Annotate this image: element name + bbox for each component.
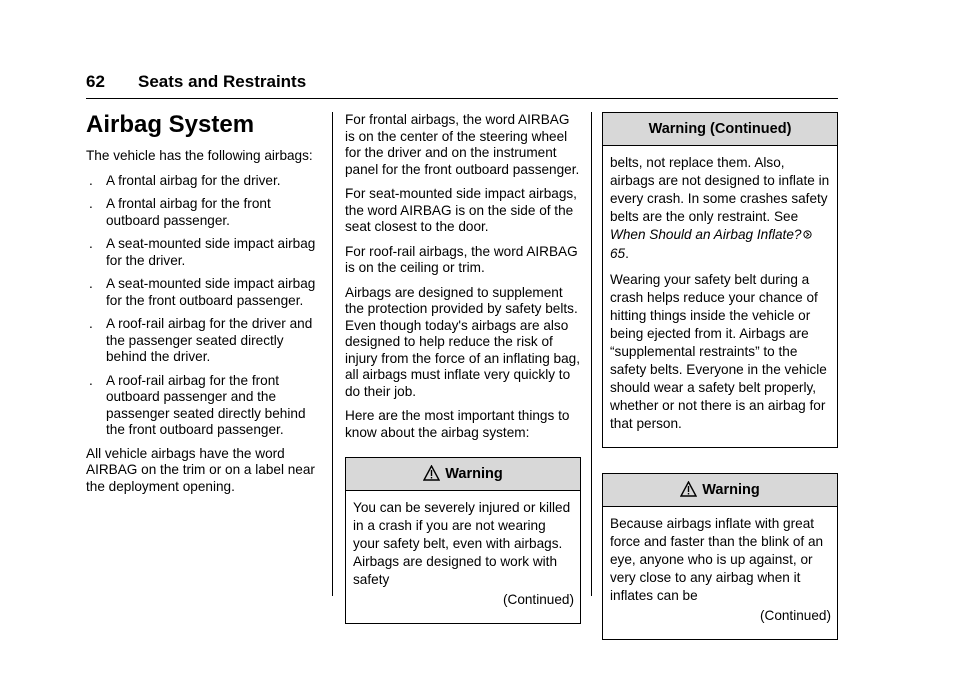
bullet-icon: .	[89, 276, 93, 291]
warning-text: Because airbags inflate with great force and faster than the blink of an eye, anyone who is up against, or very close to any airbag when it inflates can be	[610, 516, 824, 603]
closing-text: All vehicle airbags have the word AIRBAG on the trim or on a label near the deployment opening.	[86, 445, 315, 494]
bullet-icon: .	[89, 372, 93, 388]
column-1	[86, 111, 318, 503]
warning-header	[603, 474, 837, 507]
page-reference-icon	[803, 227, 812, 245]
list-item: . A frontal airbag for the front outboard passenger.	[89, 196, 271, 228]
warning-box	[345, 457, 581, 624]
warning-triangle-icon	[423, 461, 440, 493]
page-number: 62	[86, 72, 105, 91]
warning-body	[603, 146, 837, 447]
list-item: . A roof-rail airbag for the driver and the passenger seated directly behind the driver.	[89, 316, 313, 364]
warning-title: Warning	[702, 482, 760, 498]
warning-title: Warning	[445, 466, 503, 482]
warning-header	[346, 458, 580, 491]
warning-box-2	[602, 473, 838, 640]
header-rule	[86, 98, 838, 99]
airbag-list	[86, 173, 318, 439]
column-divider-1	[332, 112, 333, 596]
section-title: Seats and Restraints	[138, 72, 307, 91]
bullet-icon: .	[89, 316, 93, 331]
cross-reference-link[interactable]: When Should an Airbag Inflate?	[610, 227, 802, 242]
list-item: . A frontal airbag for the driver.	[89, 172, 281, 188]
warning-triangle-icon	[680, 477, 697, 509]
warning-header: Warning (Continued)	[603, 113, 837, 146]
paragraph: For seat-mounted side impact airbags, the word AIRBAG is on the side of the seat closest to the door.	[345, 186, 577, 234]
warning-text: Wearing your safety belt during a crash helps reduce your chance of hitting things inside the vehicle or being ejected from it. Airbags are “supplemental restraints” to the safety belts. Everyone in the vehicle should wear a safety belt properly, whether or not there is an airbag for that person.	[610, 272, 827, 431]
column-2	[345, 112, 581, 624]
main-heading: Airbag System	[86, 111, 255, 138]
warning-body	[603, 507, 837, 639]
paragraph: Airbags are designed to supplement the protection provided by safety belts. Even though today's airbags are also designed to help reduce the risk of injury from the force of an inflating bag, all airbags must inflate very quickly to do their job.	[345, 284, 580, 399]
bullet-icon: .	[89, 236, 93, 251]
warning-continued-box	[602, 112, 838, 448]
column-3	[602, 112, 838, 640]
bullet-icon: .	[89, 196, 93, 211]
warning-body	[346, 491, 580, 623]
paragraph: For frontal airbags, the word AIRBAG is on the center of the steering wheel for the driver and on the instrument panel for the front outboard passenger.	[345, 112, 580, 177]
paragraph: Here are the most important things to know about the airbag system:	[345, 408, 570, 440]
continued-label: (Continued)	[759, 608, 831, 623]
intro-text: The vehicle has the following airbags:	[86, 148, 313, 163]
paragraph: For roof-rail airbags, the word AIRBAG is on the ceiling or trim.	[345, 243, 578, 275]
column-divider-2	[591, 112, 592, 596]
warning-text: You can be severely injured or killed in a crash if you are not wearing your safety belt, even with airbags. Airbags are designed to work with safety	[353, 500, 571, 587]
page-reference[interactable]: 65	[610, 246, 626, 261]
list-item: . A seat-mounted side impact airbag for the driver.	[89, 236, 316, 268]
warning-text: belts, not replace them. Also, airbags are not designed to inflate in every crash. In some crashes safety belts are the only restraint. See When Should an Airbag Inflate?65.	[610, 155, 830, 261]
list-item: . A roof-rail airbag for the front outboard passenger and the passenger seated directly behind the front outboard passenger.	[89, 372, 306, 437]
list-item: . A seat-mounted side impact airbag for the front outboard passenger.	[89, 276, 316, 308]
bullet-icon: .	[89, 172, 93, 188]
continued-label: (Continued)	[502, 592, 574, 607]
page-header	[86, 70, 838, 98]
